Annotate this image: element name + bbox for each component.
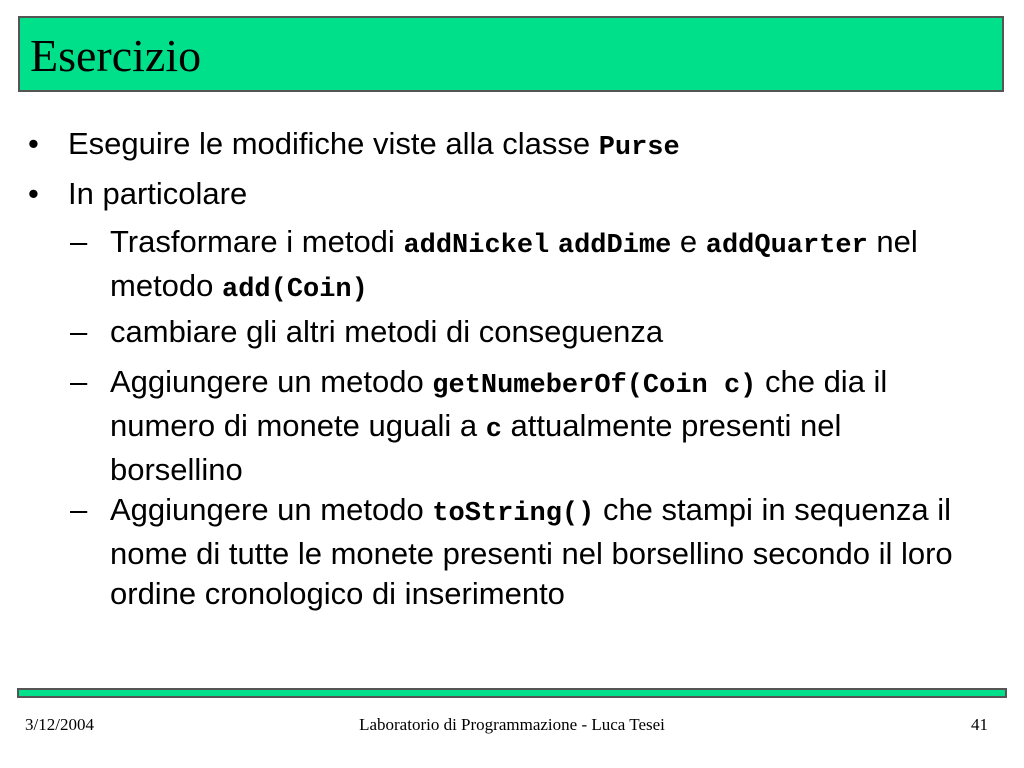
- sub-bullet-text: [549, 224, 558, 259]
- sub-bullet-marker: –: [70, 224, 88, 259]
- sub-bullet-text: cambiare gli altri metodi di conseguenza: [110, 314, 664, 349]
- footer-date: 3/12/2004: [25, 715, 94, 734]
- code-adddime: addDime: [557, 231, 672, 261]
- footer-title: Laboratorio di Programmazione - Luca Tesei: [359, 715, 665, 734]
- sub-bullet-3: [70, 362, 970, 490]
- sub-bullet-text: che stampi in sequenza il nome di tutte le monete presenti nel borsellino secondo il loro ordine cronologico di inserimento: [110, 492, 953, 611]
- code-getnumeberof: getNumeberOf(Coin c): [432, 371, 757, 401]
- sub-bullet-marker: –: [70, 492, 88, 527]
- bullet-marker: •: [28, 126, 39, 161]
- sub-bullet-marker: –: [70, 314, 88, 349]
- bullet-item-1: [28, 124, 680, 168]
- bullet-marker: •: [28, 176, 39, 211]
- bullet-item-2: [28, 174, 247, 214]
- sub-bullet-text: che dia il numero di monete uguali a: [110, 364, 888, 443]
- sub-bullet-text: e: [671, 224, 706, 259]
- title-bar: [18, 16, 1004, 92]
- code-addquarter: addQuarter: [705, 231, 868, 261]
- sub-bullet-text: attualmente presenti nel borsellino: [110, 408, 842, 487]
- sub-bullet-text: Aggiungere un metodo: [110, 492, 433, 527]
- sub-bullet-marker: –: [70, 364, 88, 399]
- sub-bullet-text: nel metodo: [110, 224, 918, 303]
- code-tostring: toString(): [432, 499, 595, 529]
- sub-bullet-body: [70, 490, 970, 614]
- sub-bullet-4: [70, 490, 970, 614]
- page-number: 41: [971, 715, 988, 734]
- bullet-text: In particolare: [68, 176, 248, 211]
- sub-bullet-body: [70, 362, 970, 490]
- sub-bullet-body: [70, 312, 970, 352]
- sub-bullet-text: Trasformare i metodi: [110, 224, 404, 259]
- sub-bullet-2: [70, 312, 970, 352]
- code-c: c: [485, 415, 502, 445]
- code-purse: Purse: [598, 133, 680, 163]
- code-add-coin: add(Coin): [222, 275, 368, 305]
- footer-divider: [17, 688, 1007, 698]
- sub-bullet-body: [70, 222, 970, 310]
- code-addnickel: addNickel: [403, 231, 550, 261]
- sub-bullet-1: [70, 222, 970, 310]
- bullet-text: Eseguire le modifiche viste alla classe: [68, 126, 599, 161]
- slide-title: Esercizio: [30, 30, 202, 81]
- sub-bullet-text: Aggiungere un metodo: [110, 364, 433, 399]
